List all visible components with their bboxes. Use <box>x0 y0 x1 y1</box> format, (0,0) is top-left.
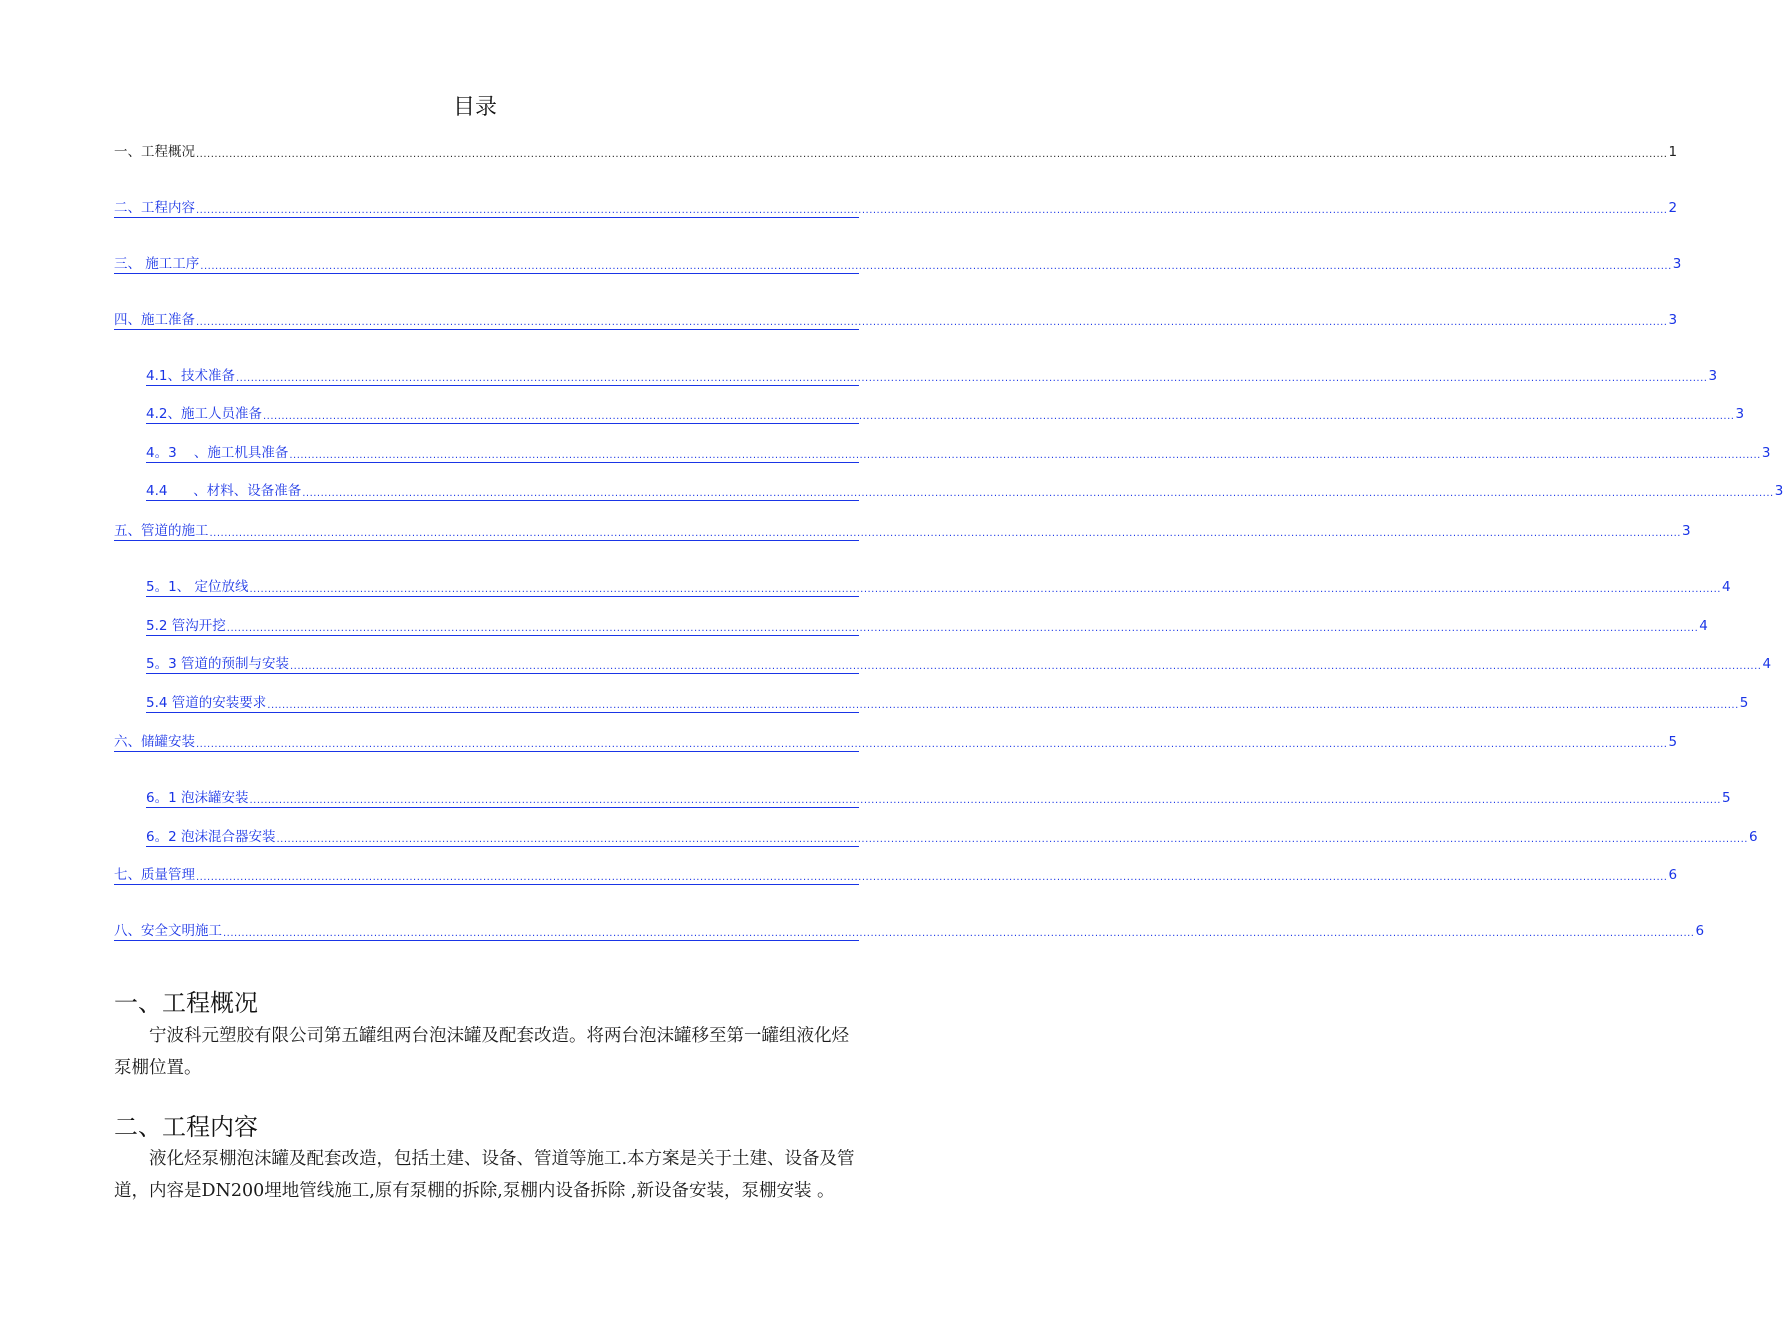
toc-dot-leader: ................................................................................................................................................................................................................................................................................................................................................................................................................ <box>209 528 1681 539</box>
toc-entry-label: 三、 施工工序 <box>114 256 200 272</box>
toc-title: 目录 <box>452 95 497 120</box>
toc-entry[interactable] <box>114 522 1691 541</box>
toc-page-number: 5 <box>1668 734 1678 750</box>
toc-page-number: 4 <box>1721 579 1731 595</box>
toc-page-number: 5 <box>1739 695 1749 711</box>
toc-entry-label: 一、工程概况 <box>114 144 195 160</box>
section-body-content: 液化烃泵棚泡沫罐及配套改造，包括土建、设备、管道等施工.本方案是关于土建、设备及管道，内容是DN200埋地管线施工,原有泵棚的拆除,泵棚内设备拆除 ,新设备安装，泵棚安装 。 <box>114 1149 855 1201</box>
toc-entry[interactable] <box>146 789 1731 808</box>
toc-entry[interactable] <box>114 255 1682 274</box>
toc-entry[interactable] <box>114 311 1678 330</box>
toc-dot-leader: ................................................................................................................................................................................................................................................................................................................................................................................................................ <box>223 928 1695 939</box>
toc-dot-leader: ................................................................................................................................................................................................................................................................................................................................................................................................................ <box>196 205 1668 216</box>
toc-entry[interactable] <box>146 655 1772 674</box>
toc-entry[interactable] <box>146 617 1708 636</box>
section-heading-overview: 一、工程概况 <box>114 989 258 1017</box>
toc-page-number: 5 <box>1721 790 1731 806</box>
toc-page-number: 2 <box>1668 200 1678 216</box>
toc-dot-leader: ................................................................................................................................................................................................................................................................................................................................................................................................................ <box>249 795 1721 806</box>
toc-dot-leader: ................................................................................................................................................................................................................................................................................................................................................................................................................ <box>276 834 1748 845</box>
toc-entry[interactable] <box>146 482 1783 501</box>
toc-entry-label: 七、质量管理 <box>114 867 195 883</box>
toc-dot-leader: ................................................................................................................................................................................................................................................................................................................................................................................................................ <box>249 584 1721 595</box>
toc-page-number: 6 <box>1695 923 1705 939</box>
toc-page-number: 3 <box>1668 312 1678 328</box>
toc-entry-label: 5.4 管道的安装要求 <box>146 695 267 711</box>
toc-dot-leader: ................................................................................................................................................................................................................................................................................................................................................................................................................ <box>226 623 1699 634</box>
toc-entry-label: 4.2、施工人员准备 <box>146 406 262 422</box>
toc-entry[interactable] <box>114 733 1678 752</box>
toc-page-number: 4 <box>1699 618 1708 634</box>
toc-entry-label: 二、工程内容 <box>114 200 195 216</box>
toc-page-number: 4 <box>1762 656 1772 672</box>
toc-page-number: 3 <box>1774 483 1783 499</box>
toc-dot-leader: ................................................................................................................................................................................................................................................................................................................................................................................................................ <box>196 739 1668 750</box>
toc-entry[interactable] <box>146 694 1749 713</box>
toc-entry-label: 六、储罐安装 <box>114 734 195 750</box>
toc-page-number: 3 <box>1761 445 1771 461</box>
toc-entry-label: 八、安全文明施工 <box>114 923 222 939</box>
toc-entry-label: 5。3 管道的预制与安装 <box>146 656 289 672</box>
toc-entry[interactable] <box>114 866 1678 885</box>
toc-dot-leader: ................................................................................................................................................................................................................................................................................................................................................................................................................ <box>235 373 1708 384</box>
toc-entry-label: 四、施工准备 <box>114 312 195 328</box>
section-heading-content: 二、工程内容 <box>114 1113 258 1141</box>
toc-entry[interactable] <box>146 578 1731 597</box>
toc-entry-label: 五、管道的施工 <box>114 523 209 539</box>
toc-dot-leader: ................................................................................................................................................................................................................................................................................................................................................................................................................ <box>289 450 1761 461</box>
toc-entry-label: 6。2 泡沫混合器安装 <box>146 829 276 845</box>
toc-entry-label: 5.2 管沟开挖 <box>146 618 226 634</box>
toc-page-number: 1 <box>1668 144 1678 160</box>
toc-dot-leader: ................................................................................................................................................................................................................................................................................................................................................................................................................ <box>302 488 1774 499</box>
toc-entry <box>114 143 1678 161</box>
toc-entry[interactable] <box>146 444 1771 463</box>
toc-dot-leader: ................................................................................................................................................................................................................................................................................................................................................................................................................ <box>289 661 1762 672</box>
toc-entry-label: 5。1、 定位放线 <box>146 579 249 595</box>
toc-page-number: 6 <box>1668 867 1678 883</box>
toc-entry-label: 4。3 、施工机具准备 <box>146 445 289 461</box>
toc-dot-leader: ................................................................................................................................................................................................................................................................................................................................................................................................................ <box>196 317 1668 328</box>
toc-page-number: 3 <box>1681 523 1691 539</box>
toc-dot-leader: ................................................................................................................................................................................................................................................................................................................................................................................................................ <box>262 411 1735 422</box>
toc-entry-label: 4.4 、材料、设备准备 <box>146 483 302 499</box>
section-body-overview: 宁波科元塑胶有限公司第五罐组两台泡沫罐及配套改造。将两台泡沫罐移至第一罐组液化烃泵棚位置。 <box>114 1026 849 1078</box>
toc-page-number: 3 <box>1672 256 1682 272</box>
toc-entry[interactable] <box>146 405 1745 424</box>
toc-page-number: 6 <box>1748 829 1758 845</box>
toc-dot-leader: ................................................................................................................................................................................................................................................................................................................................................................................................................ <box>196 149 1668 160</box>
toc-dot-leader: ................................................................................................................................................................................................................................................................................................................................................................................................................ <box>196 872 1668 883</box>
toc-entry-label: 4.1、技术准备 <box>146 368 235 384</box>
toc-entry[interactable] <box>146 367 1718 386</box>
toc-entry[interactable] <box>114 199 1678 218</box>
toc-entry-label: 6。1 泡沫罐安装 <box>146 790 249 806</box>
toc-page-number: 3 <box>1708 368 1718 384</box>
toc-dot-leader: ................................................................................................................................................................................................................................................................................................................................................................................................................ <box>267 700 1739 711</box>
toc-entry[interactable] <box>114 922 1705 941</box>
toc-entry[interactable] <box>146 828 1758 847</box>
toc-dot-leader: ................................................................................................................................................................................................................................................................................................................................................................................................................ <box>200 261 1672 272</box>
toc-page-number: 3 <box>1735 406 1745 422</box>
